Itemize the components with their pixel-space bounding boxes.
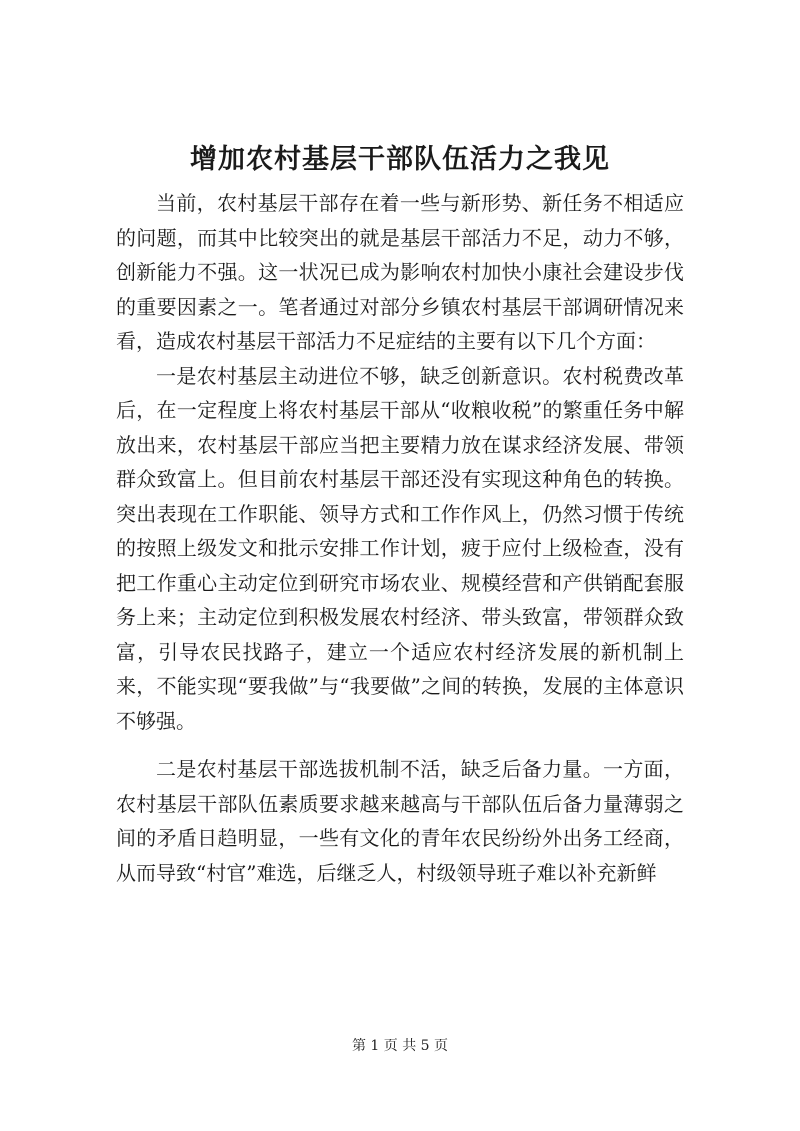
document-body (116, 186, 684, 890)
page-number-footer: 第 1 页 共 5 页 (351, 1038, 449, 1054)
document-title: 增加农村基层干部队伍活力之我见 (190, 144, 610, 175)
paragraph-point-one: 一是农村基层主动进位不够，缺乏创新意识。农村税费改革后，在一定程度上将农村基层干部从“收粮收税”的繁重任务中解放出来，农村基层干部应当把主要精力放在谋求经济发展、带领群众致富上。但目前农村基层干部还没有实现这种角色的转换。突出表现在工作职能、领导方式和工作作风上，仍然习惯于传统的按照上级发文和批示安排工作计划，疲于应付上级检查，没有把工作重心主动定位到研究市场农业、规模经营和产供销配套服务上来；主动定位到积极发展农村经济、带头致富，带领群众致富，引导农民找路子，建立一个适应农村经济发展的新机制上来，不能实现“要我做”与“我要做”之间的转换，发展的主体意识不够强。 (116, 363, 684, 733)
paragraph-intro: 当前，农村基层干部存在着一些与新形势、新任务不相适应的问题，而其中比较突出的就是基层干部活力不足，动力不够，创新能力不强。这一状况已成为影响农村加快小康社会建设步伐的重要因素之一。笔者通过对部分乡镇农村基层干部调研情况来看，造成农村基层干部活力不足症结的主要有以下几个方面： (116, 191, 684, 353)
paragraph-point-two: 二是农村基层干部选拔机制不活，缺乏后备力量。一方面，农村基层干部队伍素质要求越来越高与干部队伍后备力量薄弱之间的矛盾日趋明显，一些有文化的青年农民纷纷外出务工经商，从而导致“村官”难选，后继乏人，村级领导班子难以补充新鲜 (116, 757, 684, 885)
